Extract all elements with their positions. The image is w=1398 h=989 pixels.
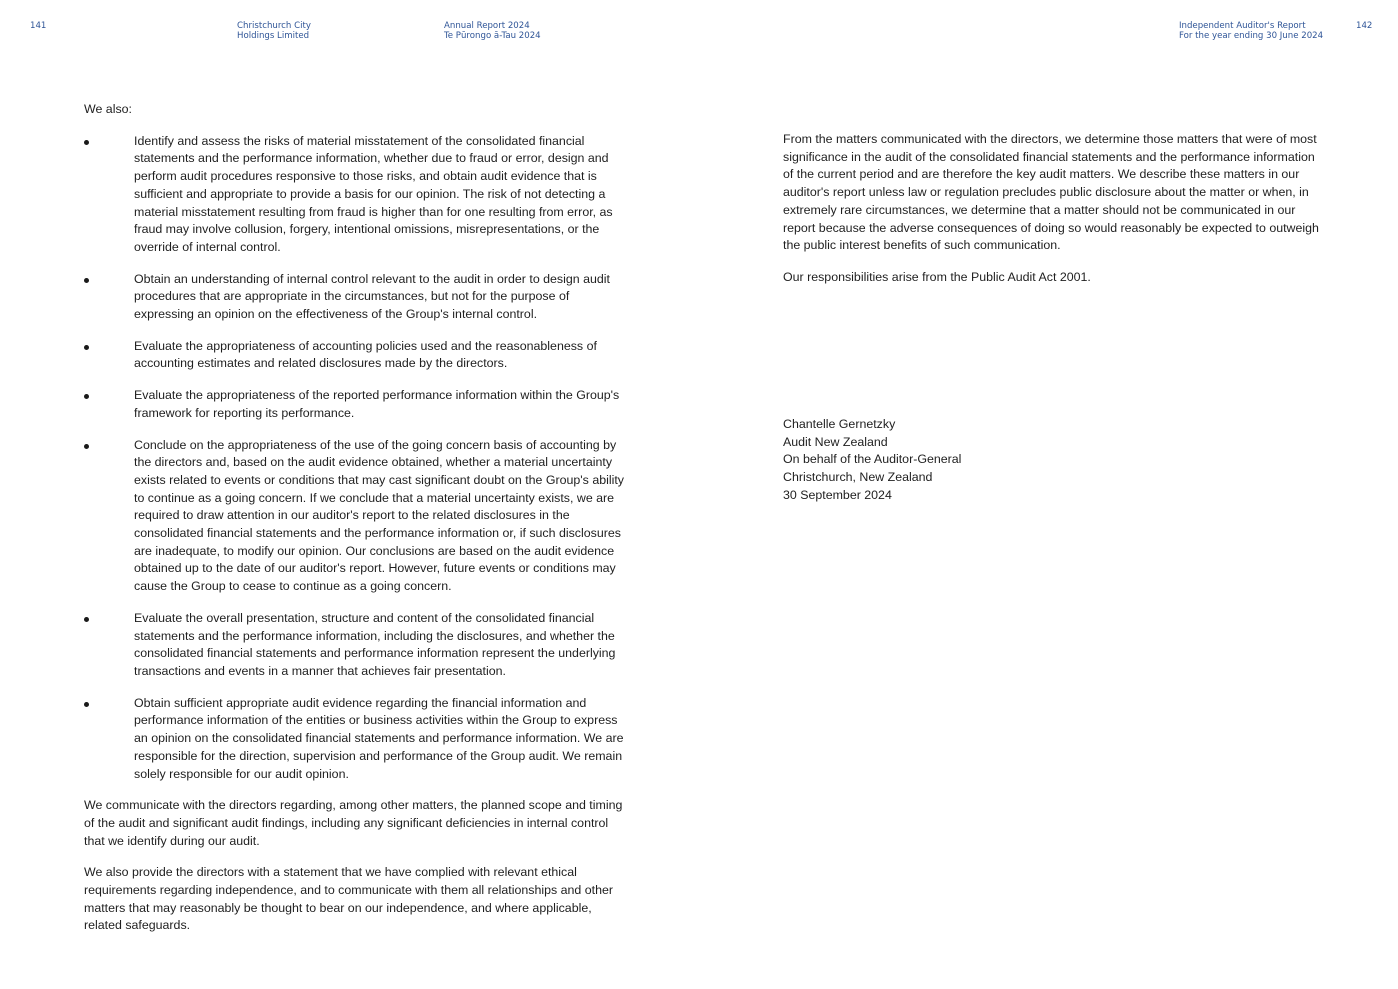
list-item <box>84 387 624 422</box>
list-item <box>84 338 624 373</box>
section-title-line2: For the year ending 30 June 2024 <box>1179 31 1324 41</box>
report-title <box>444 21 541 41</box>
signatory-location: Christchurch, New Zealand <box>783 470 933 485</box>
left-column <box>84 101 624 949</box>
list-item <box>84 437 624 596</box>
list-item-text: Evaluate the overall presentation, structure and content of the consolidated financial statements and the performance information, including the disclosures, and whether the consolidated financial statements and performance information represent the underlying transactions and events in a manner that achieves fair presentation. <box>134 610 616 678</box>
list-item <box>84 271 624 324</box>
communication-paragraph: We communicate with the directors regarding, among other matters, the planned scope and timing of the audit and significant audit findings, including any significant deficiencies in internal control that we identify during our audit. <box>84 798 623 848</box>
left-page-number: 141 <box>30 21 47 31</box>
list-item-text: Identify and assess the risks of material misstatement of the consolidated financial statements and the performance information, whether due to fraud or error, design and perform audit procedures responsive to those risks, and obtain audit evidence that is sufficient and appropriate to provide a basis for our opinion. The risk of not detecting a material misstatement resulting from fraud is higher than for one resulting from error, as fraud may involve collusion, forgery, intentional omissions, misrepresentations, or the override of internal control. <box>134 133 613 254</box>
intro-text: We also: <box>84 102 132 116</box>
list-item <box>84 695 624 784</box>
section-title-line1: Independent Auditor's Report <box>1179 21 1306 31</box>
signature-block <box>783 416 1083 505</box>
signatory-on-behalf: On behalf of the Auditor-General <box>783 452 962 467</box>
responsibilities-paragraph: Our responsibilities arise from the Public Audit Act 2001. <box>783 269 1091 284</box>
bullet-icon <box>84 140 89 145</box>
right-page-number: 142 <box>1356 21 1373 31</box>
organisation-name-line1: Christchurch City <box>237 21 311 31</box>
list-item <box>84 610 624 681</box>
key-audit-matters-paragraph: From the matters communicated with the directors, we determine those matters that were of most significance in the audit of the consolidated financial statements and the performance information of the current period and are therefore the key audit matters. We describe these matters in our auditor's report unless law or regulation precludes public disclosure about the matter or when, in extremely rare circumstances, we determine that a matter should not be communicated in our report because the adverse consequences of doing so would reasonably be expected to outweigh the public interest benefits of such communication. <box>783 132 1319 253</box>
organisation-name-line2: Holdings Limited <box>237 31 310 41</box>
report-title-line1: Annual Report 2024 <box>444 21 530 31</box>
right-column <box>783 131 1323 301</box>
list-item-text: Obtain an understanding of internal control relevant to the audit in order to design audit procedures that are appropriate in the circumstances, but not for the purpose of expressing an opinion on the effectiveness of the Group's internal control. <box>134 271 610 322</box>
organisation-name <box>237 21 311 41</box>
audit-procedures-list <box>84 133 624 784</box>
signatory-organisation: Audit New Zealand <box>783 434 888 449</box>
bullet-icon <box>84 617 89 622</box>
signature-date: 30 September 2024 <box>783 487 892 502</box>
list-item-text: Obtain sufficient appropriate audit evidence regarding the financial information and performance information of the entities or business activities within the Group to express an opinion on the consolidated financial statements and performance information. We are responsible for the direction, supervision and performance of the Group audit. We remain solely responsible for our audit opinion. <box>134 695 624 781</box>
bullet-icon <box>84 394 89 399</box>
signatory-name: Chantelle Gernetzky <box>783 417 896 431</box>
list-item-text: Conclude on the appropriateness of the use of the going concern basis of accounting by the directors and, based on the audit evidence obtained, whether a material uncertainty exists related to events or conditions that may cast significant doubt on the Group's ability to continue as a going concern. If we conclude that a material uncertainty exists, we are required to draw attention in our auditor's report to the related disclosures in the consolidated financial statements and the performance information or, if such disclosures are inadequate, to modify our opinion. Our conclusions are based on the audit evidence obtained up to the date of our auditor's report. However, future events or conditions may cause the Group to cease to continue as a going concern. <box>134 437 624 594</box>
list-item-text: Evaluate the appropriateness of the reported performance information within the Group's framework for reporting its performance. <box>134 388 620 420</box>
bullet-icon <box>84 345 89 350</box>
bullet-icon <box>84 702 89 707</box>
bullet-icon <box>84 444 89 449</box>
report-title-line2: Te Pūrongo ā-Tau 2024 <box>444 31 541 41</box>
independence-paragraph: We also provide the directors with a statement that we have complied with relevant ethical requirements regarding independence, and to communicate with them all relationships and other matters that may reasonably be thought to bear on our independence, and where applicable, related safeguards. <box>84 865 613 933</box>
list-item-text: Evaluate the appropriateness of accounting policies used and the reasonableness of accounting estimates and related disclosures made by the directors. <box>134 338 597 371</box>
section-title <box>1179 21 1323 41</box>
bullet-icon <box>84 278 89 283</box>
list-item <box>84 133 624 257</box>
